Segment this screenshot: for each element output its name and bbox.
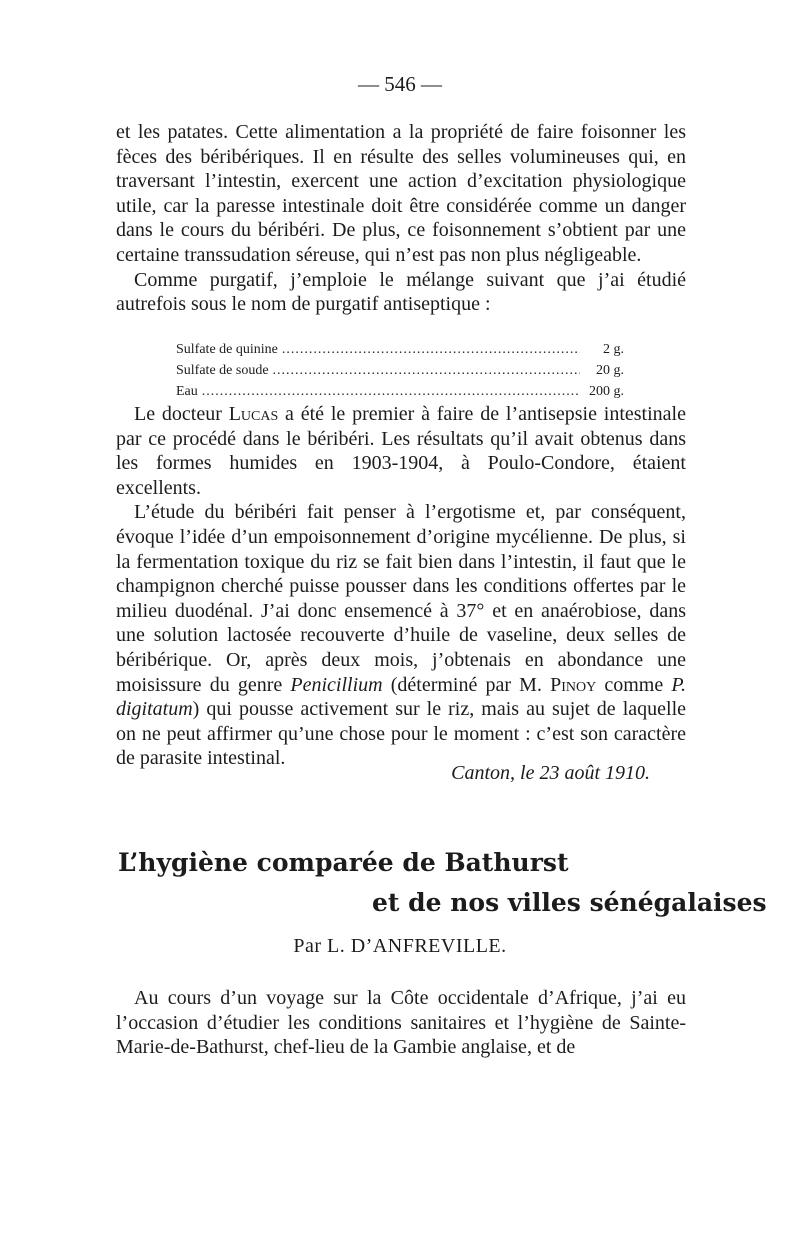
paragraph-purgatif: Comme purgatif, j’emploie le mélange suivant que j’ai étudié autrefois sous le nom de purgatif antiseptique : [116,268,686,316]
paragraph-feces: et les patates. Cette alimentation a la propriété de faire foisonner les fèces des béribériques. Il en résulte des selles volumineuses qui, en traversant l’intestin, exercent une action d’excitation physiologique utile, car la paresse intestinale doit être considérée comme un danger dans le cours du béribéri. De plus, ce foisonnement s’obtient par une certaine transsudation séreuse, qui n’est pas non plus négligeable. [116,121,686,266]
author-name: Lucas [228,403,279,425]
recipe-ingredient: Sulfate de quinine [176,342,278,357]
text-run: (déterminé par M. [382,673,551,696]
leader-dots [273,360,580,381]
author-name: Pinoy [550,673,597,696]
leader-dots [282,339,580,360]
article-title-line-1: L’hygiène comparée de Bathurst [118,848,569,877]
recipe-quantity: 2 g. [603,342,624,357]
paragraph-ergotisme [116,500,686,771]
page-number: — 546 — [358,72,442,96]
paragraph-article-opening: Au cours d’un voyage sur la Côte occidentale d’Afrique, j’ai eu l’occasion d’étudier les conditions sanitaires et l’hygiène de Sainte-Marie-de-Bathurst, chef-lieu de la Gambie anglaise, et de [116,987,686,1059]
body-text-article [116,986,686,1060]
text-run: ) qui pousse activement sur le riz, mais au sujet de laquelle on ne peut affirmer qu’une chose pour le moment : c’est son caractère de parasite intestinal. [116,698,686,770]
recipe-row [176,360,624,381]
text-run: comme [596,673,672,696]
place-date-signature: Canton, le 23 août 1910. [451,762,650,784]
recipe-list [176,339,624,402]
genus-name: Penicillium [290,673,383,696]
recipe-row [176,381,624,402]
text-run: Le docteur [134,403,229,425]
article-title-line-2: et de nos villes sénégalaises [372,888,767,917]
body-text-middle [116,402,686,771]
article-byline: Par L. D’ANFREVILLE. [293,935,507,957]
species-name: P. digitatum [116,673,686,721]
paragraph-lucas [116,402,686,500]
recipe-quantity: 20 g. [596,363,624,378]
recipe-quantity: 200 g. [589,384,624,399]
text-run: a été le premier à faire de l’antisepsie intestinale par ce procédé dans le béribéri. Les résultats qu’il avait obtenus dans les formes humides en 1903-1904, à Poulo-Condore, étaient excellents. [116,403,686,499]
body-text-top [116,120,686,317]
recipe-ingredient: Sulfate de soude [176,363,269,378]
text-run: L’étude du béribéri fait penser à l’ergotisme et, par conséquent, évoque l’idée d’un empoisonnement d’origine mycélienne. De plus, si la fermentation toxique du riz se fait bien dans l’intestin, il faut que le champignon cherché puisse pousser dans les conditions offertes par le milieu duodénal. J’ai donc ensemencé à 37° et en anaérobiose, dans une solution lactosée recouverte d’huile de vaseline, deux selles de béribérique. Or, après deux mois, j’obtenais en abondance une moisissure du genre [116,501,686,696]
leader-dots [202,381,580,402]
recipe-row [176,339,624,360]
recipe-ingredient: Eau [176,384,198,399]
